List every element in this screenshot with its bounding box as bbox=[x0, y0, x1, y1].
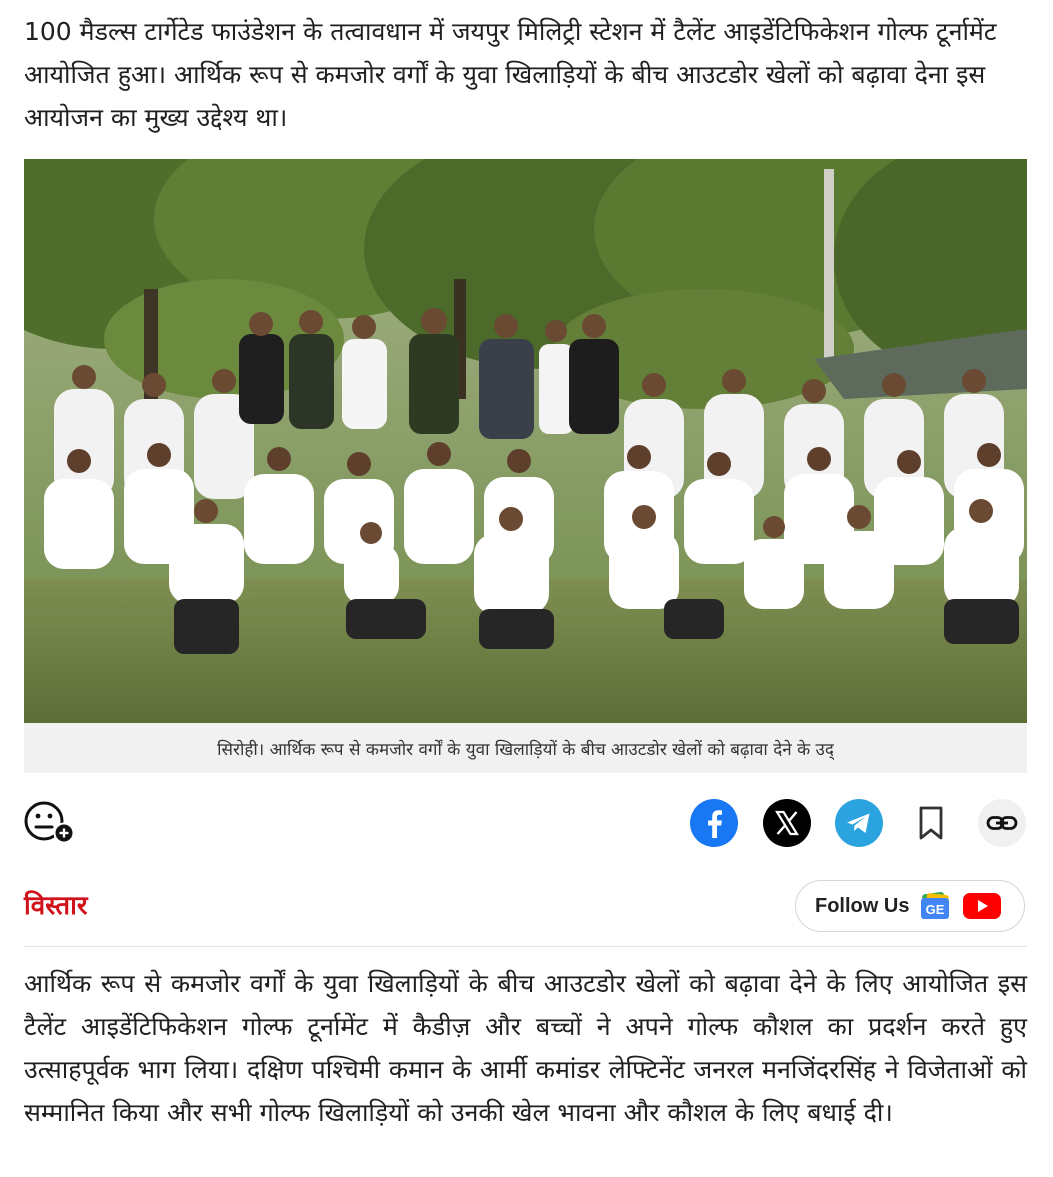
google-news-badge: GE bbox=[926, 902, 945, 917]
facebook-icon bbox=[690, 799, 738, 847]
article-body: आर्थिक रूप से कमजोर वर्गों के युवा खिलाड़ियों के बीच आउटडोर खेलों को बढ़ावा देने के लिए आयोजित इस टैलेंट आइडेंटिफिकेशन गोल्फ टूर्नामेंट में कैडीज़ और बच्चों ने अपने गोल्फ कौशल का प्रदर्शन करते हुए उत्साहपूर्वक भाग लिया। दक्षिण पश्चिमी कमान के आर्मी कमांडर लेफ्टिनेंट जनरल मनजिंदरसिंह ने विजेताओं को सम्मानित किया और सभी गोल्फ खिलाड़ियों को उनकी खेल भावना और कौशल के लिए बधाई दी। bbox=[24, 969, 1027, 1127]
article-photo bbox=[24, 159, 1027, 723]
link-icon bbox=[978, 799, 1026, 847]
add-reaction-button[interactable] bbox=[24, 800, 74, 846]
share-facebook-button[interactable] bbox=[690, 799, 738, 847]
follow-us-label: Follow Us bbox=[815, 894, 910, 917]
share-x-button[interactable] bbox=[763, 799, 811, 847]
image-caption-text: सिरोही। आर्थिक रूप से कमजोर वर्गों के युवा खिलाड़ियों के बीच आउटडोर खेलों को बढ़ावा देने के उद् bbox=[217, 739, 834, 760]
telegram-icon bbox=[835, 799, 883, 847]
group-photo-illustration bbox=[24, 159, 1027, 723]
x-icon bbox=[763, 799, 811, 847]
google-news-icon[interactable] bbox=[919, 891, 951, 921]
image-caption bbox=[24, 723, 1027, 773]
share-telegram-button[interactable] bbox=[835, 799, 883, 847]
bookmark-button[interactable] bbox=[907, 799, 955, 847]
add-reaction-icon bbox=[24, 800, 74, 846]
bookmark-icon bbox=[907, 799, 955, 847]
section-divider bbox=[24, 946, 1027, 947]
section-title: विस्तार bbox=[24, 891, 88, 921]
article-intro: 100 मैडल्स टार्गेटेड फाउंडेशन के तत्वावधान में जयपुर मिलिट्री स्टेशन में टैलेंट आइडेंटिफिकेशन गोल्फ टूर्नामेंट आयोजित हुआ। आर्थिक रूप से कमजोर वर्गों के युवा खिलाड़ियों के बीच आउटडोर खेलों को बढ़ावा देना इस आयोजन का मुख्य उद्देश्य था। bbox=[24, 17, 997, 132]
youtube-icon[interactable] bbox=[963, 893, 1001, 919]
copy-link-button[interactable] bbox=[978, 799, 1026, 847]
follow-us-button[interactable] bbox=[795, 880, 1025, 932]
